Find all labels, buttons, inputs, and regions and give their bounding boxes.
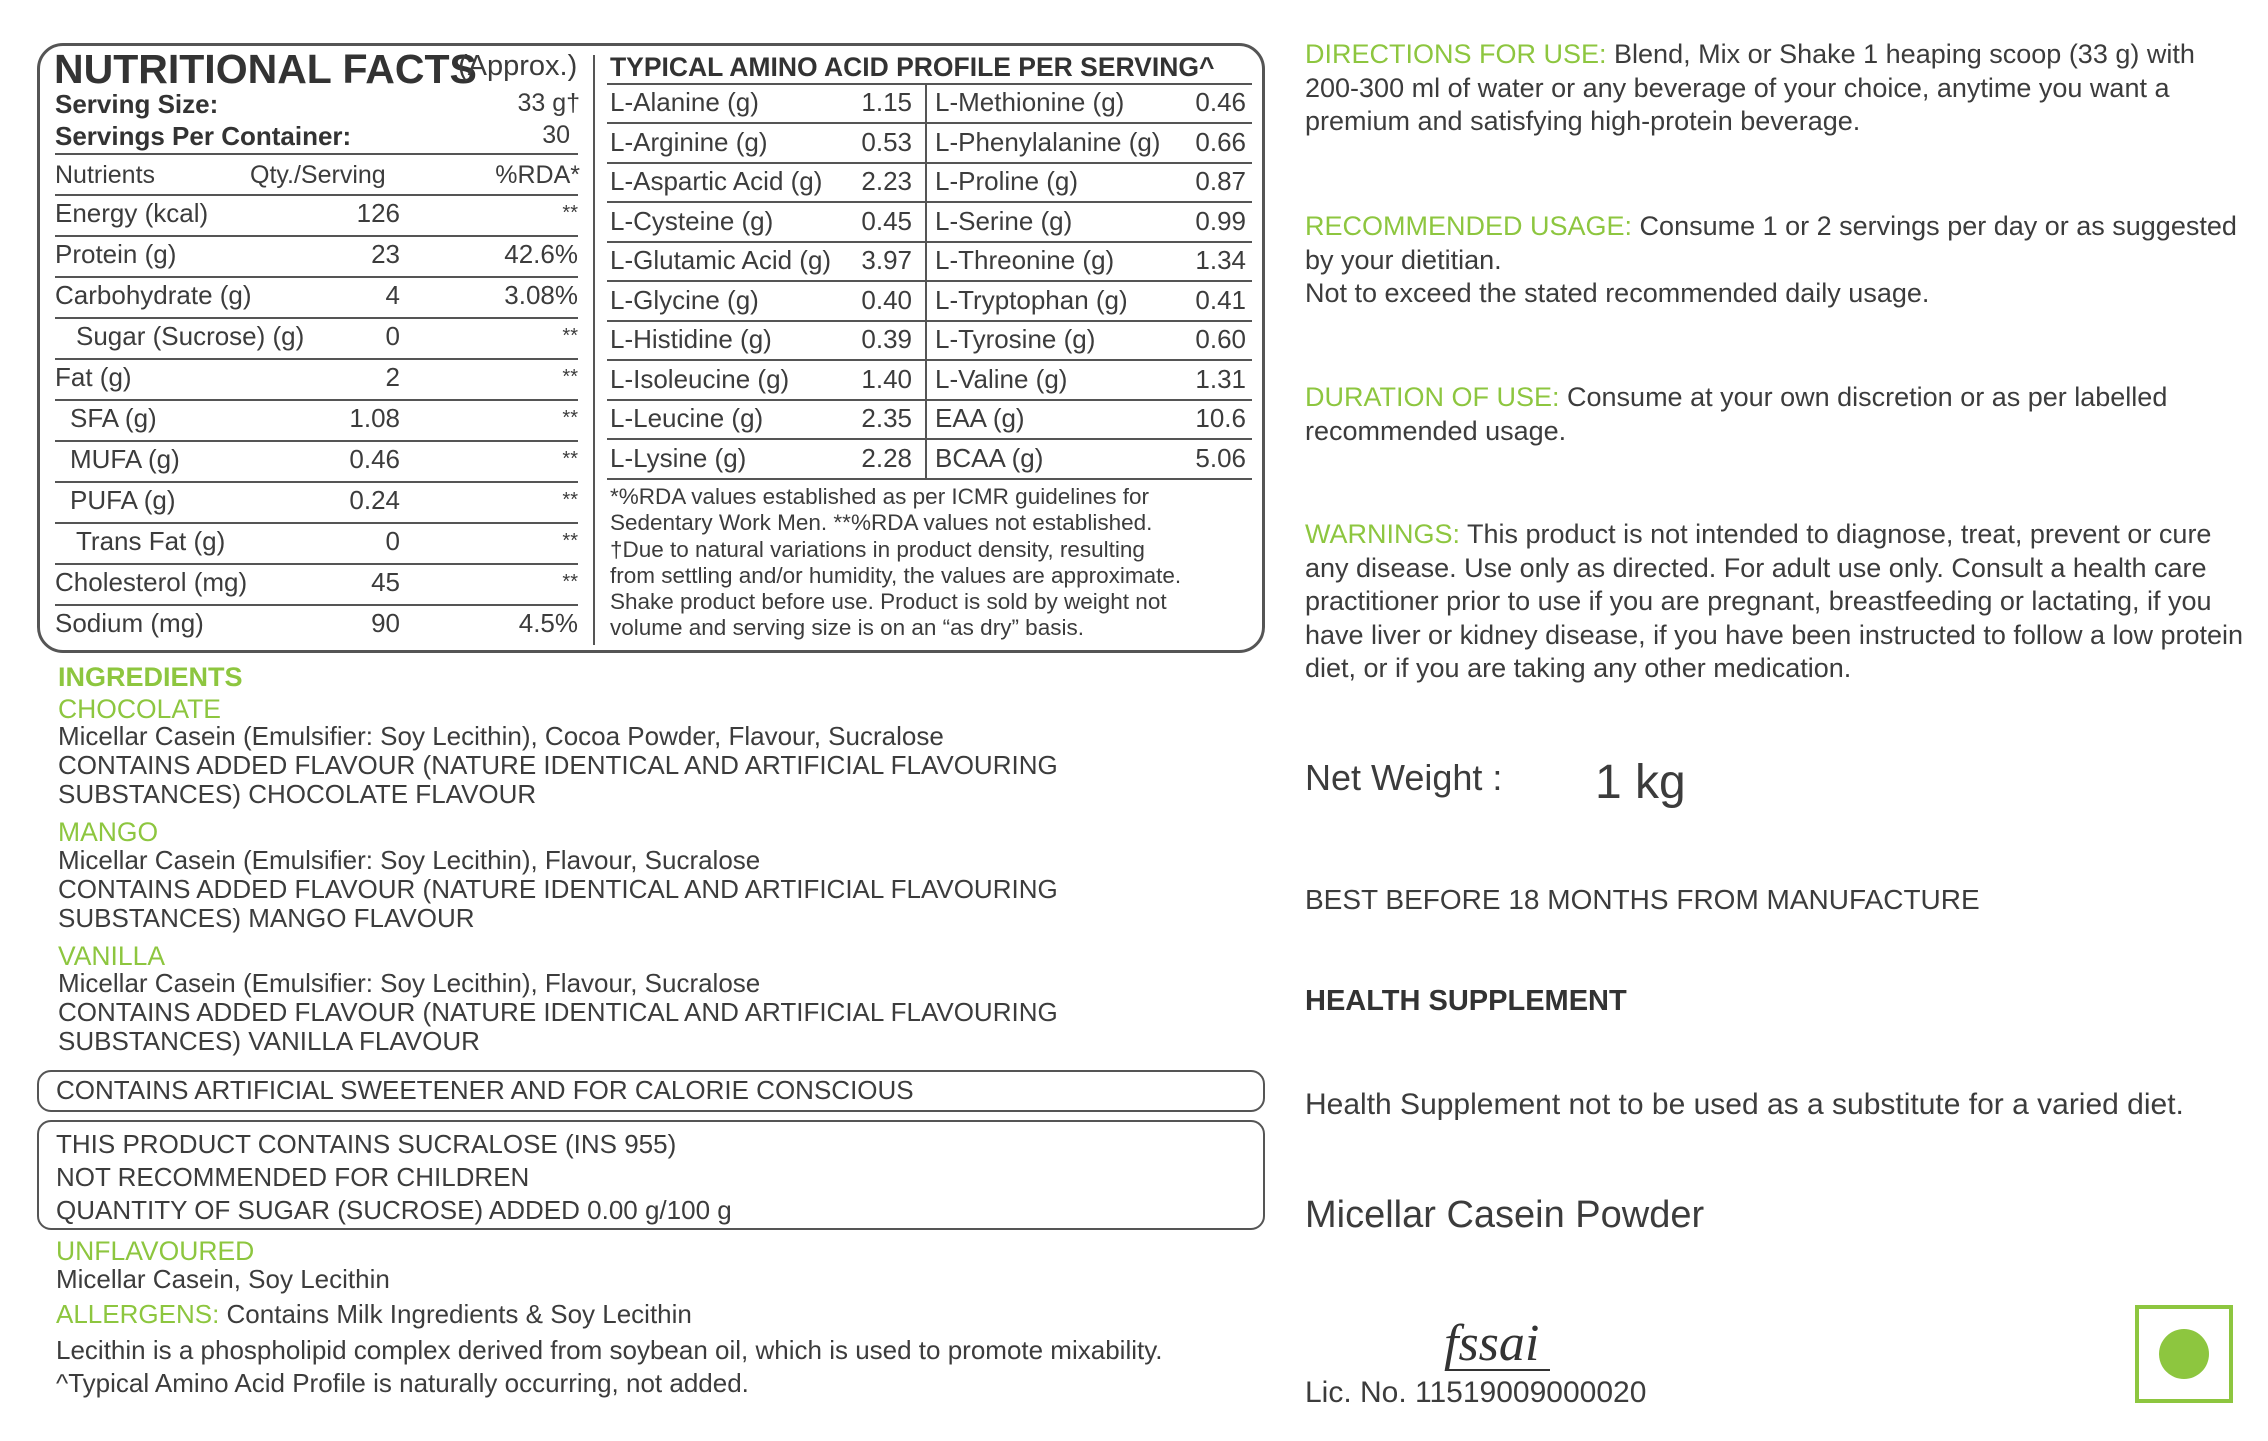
recommended-usage (1305, 210, 2255, 311)
amino-name: L-Methionine (g) (935, 87, 1125, 117)
chocolate-label: CHOCOLATE (58, 694, 221, 724)
amino-value: 10.6 (1195, 403, 1246, 433)
amino-name: L-Valine (g) (935, 363, 1068, 394)
nutrient-qty: 126 (356, 198, 400, 228)
nutrient-name: Carbohydrate (g) (55, 280, 252, 310)
amino-value: 0.53 (861, 126, 912, 157)
amino-value: 0.46 (1195, 87, 1246, 117)
fssai-wordmark: fssai (1444, 1315, 1540, 1372)
amino-value: 0.60 (1195, 324, 1246, 354)
nutrient-name: Sugar (Sucrose) (g) (76, 321, 305, 351)
nutrient-qty: 0 (385, 321, 400, 351)
amino-value: 1.40 (861, 363, 912, 394)
nutrient-name: PUFA (g) (70, 485, 176, 515)
lecithin-note: Lecithin is a phospholipid complex derived from soybean oil, which is used to promote mixability. (56, 1335, 1163, 1365)
amino-name: EAA (g) (935, 403, 1025, 433)
warnings (1305, 518, 2255, 686)
amino-value: 0.66 (1195, 126, 1246, 157)
amino-value: 5.06 (1195, 442, 1246, 473)
nutrient-name: Sodium (mg) (55, 608, 204, 638)
amino-value: 2.23 (861, 166, 912, 196)
unflavoured-label: UNFLAVOURED (56, 1236, 255, 1266)
net-weight-value: 1 kg (1595, 756, 1686, 809)
directions-text: Blend, Mix or Shake 1 heaping scoop (33 g) with 200-300 ml of water or any beverage of your choice, anytime you want a premium and satisfying high-protein beverage. (1305, 39, 2195, 136)
col-header-nutrients: Nutrients (55, 161, 156, 189)
vanilla-label: VANILLA (58, 941, 166, 971)
sweetener-notice: CONTAINS ARTIFICIAL SWEETENER AND FOR CALORIE CONSCIOUS (56, 1075, 914, 1105)
amino-value: 2.28 (861, 442, 912, 473)
amino-value: 0.40 (861, 284, 912, 315)
directions-for-use (1305, 38, 2255, 139)
nutrient-qty: 0.46 (349, 444, 400, 474)
nutrient-rda: ** (562, 530, 578, 552)
servings-per-container-value: 30 (542, 121, 570, 149)
col-header-qty: Qty./Serving (250, 161, 386, 189)
chocolate-ingredients: Micellar Casein (Emulsifier: Soy Lecithin), Cocoa Powder, Flavour, Sucralose CONTAINS ADDED FLAVOUR (NATURE IDENTICAL AND ARTIFICIAL FLAVOURING SUBSTANCES) CHOCOLATE FLAVOUR (58, 721, 1058, 809)
amino-value: 0.87 (1195, 166, 1246, 196)
amino-name: L-Tyrosine (g) (935, 324, 1096, 354)
nutrient-qty: 0.24 (349, 485, 400, 515)
fssai-logo (1440, 1314, 1558, 1380)
nutrient-rda: ** (562, 202, 578, 224)
nutrient-rda: 42.6% (504, 239, 578, 269)
amino-name: L-Phenylalanine (g) (935, 126, 1161, 157)
nutrition-title: NUTRITIONAL FACTS (54, 46, 477, 92)
amino-value: 1.15 (861, 87, 912, 117)
nutrient-name: Protein (g) (55, 239, 177, 269)
unflavoured-ingredients: Micellar Casein, Soy Lecithin (56, 1264, 390, 1294)
allergens-label: ALLERGENS: (56, 1299, 220, 1329)
duration-label: DURATION OF USE: (1305, 382, 1560, 412)
allergens-text: Contains Milk Ingredients & Soy Lecithin (219, 1299, 692, 1329)
col-header-rda: %RDA* (495, 161, 580, 189)
nutrient-qty: 90 (371, 608, 400, 638)
amino-name: L-Arginine (g) (610, 126, 768, 157)
nutrient-rda: 4.5% (518, 608, 578, 638)
nutrient-qty: 23 (371, 239, 400, 269)
amino-name: L-Proline (g) (935, 166, 1079, 196)
nutrient-name: SFA (g) (70, 403, 157, 433)
nutrient-rda: 3.08% (504, 280, 578, 310)
mango-label: MANGO (58, 817, 159, 847)
nutrient-rda: ** (562, 407, 578, 429)
amino-name: L-Tryptophan (g) (935, 284, 1128, 315)
nutrient-rda: ** (562, 489, 578, 511)
usage-text: Consume 1 or 2 servings per day or as suggested by your dietitian. (1305, 211, 2237, 275)
amino-value: 0.41 (1195, 284, 1246, 315)
ingredients-title: INGREDIENTS (58, 662, 243, 692)
health-supplement: HEALTH SUPPLEMENT (1305, 985, 1627, 1017)
serving-size-label: Serving Size: (55, 89, 219, 119)
nutrient-name: Trans Fat (g) (76, 526, 226, 556)
amino-value: 2.35 (861, 403, 912, 433)
amino-name: L-Threonine (g) (935, 245, 1115, 275)
mango-ingredients: Micellar Casein (Emulsifier: Soy Lecithin), Flavour, Sucralose CONTAINS ADDED FLAVOUR (NATURE IDENTICAL AND ARTIFICIAL FLAVOURING SUBSTANCES) MANGO FLAVOUR (58, 845, 1058, 933)
servings-per-container-label: Servings Per Container: (55, 121, 352, 151)
amino-name: L-Glycine (g) (610, 284, 759, 315)
amino-value: 1.34 (1195, 245, 1246, 275)
duration-text: Consume at your own discretion or as per labelled recommended usage. (1305, 382, 2168, 446)
nutrient-rda: ** (562, 325, 578, 347)
serving-size-value: 33 g† (517, 89, 580, 117)
usage-text-2: Not to exceed the stated recommended daily usage. (1305, 278, 1930, 308)
veg-symbol-icon (2135, 1305, 2233, 1403)
nutrient-name: MUFA (g) (70, 444, 180, 474)
sucralose-notice: THIS PRODUCT CONTAINS SUCRALOSE (INS 955) NOT RECOMMENDED FOR CHILDREN QUANTITY OF SUGAR (SUCROSE) ADDED 0.00 g/100 g (56, 1129, 732, 1225)
amino-value: 1.31 (1195, 363, 1246, 394)
amino-value: 0.39 (861, 324, 912, 354)
product-name: Micellar Casein Powder (1305, 1194, 1705, 1236)
nutrient-name: Energy (kcal) (55, 198, 209, 228)
amino-value: 0.99 (1195, 205, 1246, 236)
amino-value: 3.97 (861, 245, 912, 275)
amino-title: TYPICAL AMINO ACID PROFILE PER SERVING^ (610, 52, 1215, 82)
usage-label: RECOMMENDED USAGE: (1305, 211, 1633, 241)
nutrient-qty: 2 (385, 362, 400, 392)
amino-name: L-Glutamic Acid (g) (610, 245, 832, 275)
nutrient-qty: 45 (371, 567, 400, 597)
amino-name: L-Leucine (g) (610, 403, 764, 433)
amino-name: L-Lysine (g) (610, 442, 747, 473)
nutrient-rda: ** (562, 366, 578, 388)
amino-profile-note: ^Typical Amino Acid Profile is naturally occurring, not added. (56, 1368, 749, 1398)
license-number: Lic. No. 11519009000020 (1305, 1376, 1647, 1409)
warnings-label: WARNINGS: (1305, 519, 1460, 549)
amino-name: L-Alanine (g) (610, 87, 759, 117)
amino-name: L-Isoleucine (g) (610, 363, 790, 394)
directions-label: DIRECTIONS FOR USE: (1305, 39, 1607, 69)
nutrition-approx: (Approx.) (458, 50, 578, 82)
nutrition-footnote: *%RDA values established as per ICMR guidelines for Sedentary Work Men. **%RDA values not established. †Due to natural variations in product density, resulting from settling and/or humidity, the values are approximate. Shake product before use. Product is sold by weight not volume and serving size is on an “as dry” basis. (610, 484, 1182, 641)
warnings-text: This product is not intended to diagnose, treat, prevent or cure any disease. Use only as directed. For adult use only. Consult a health care practitioner prior to use if you are pregnant, breastfeeding or lactating, if you have liver or kidney disease, if you have been instructed to follow a low protein diet, or if you are taking any other medication. (1305, 519, 2244, 683)
nutrient-qty: 1.08 (349, 403, 400, 433)
amino-name: L-Cysteine (g) (610, 205, 774, 236)
nutrient-name: Cholesterol (mg) (55, 567, 248, 597)
nutrient-rda: ** (562, 448, 578, 470)
supplement-note: Health Supplement not to be used as a substitute for a varied diet. (1305, 1088, 2184, 1121)
nutrient-name: Fat (g) (55, 362, 132, 392)
nutrient-qty: 0 (385, 526, 400, 556)
duration-of-use (1305, 381, 2255, 448)
amino-value: 0.45 (861, 205, 912, 236)
amino-name: BCAA (g) (935, 442, 1044, 473)
amino-name: L-Serine (g) (935, 205, 1073, 236)
best-before: BEST BEFORE 18 MONTHS FROM MANUFACTURE (1305, 884, 1980, 915)
nutrient-rda: ** (562, 571, 578, 593)
amino-name: L-Histidine (g) (610, 324, 772, 354)
nutrient-qty: 4 (385, 280, 400, 310)
net-weight-label: Net Weight : (1305, 757, 1503, 798)
allergens (56, 1300, 692, 1329)
vanilla-ingredients: Micellar Casein (Emulsifier: Soy Lecithin), Flavour, Sucralose CONTAINS ADDED FLAVOUR (NATURE IDENTICAL AND ARTIFICIAL FLAVOURING SUBSTANCES) VANILLA FLAVOUR (58, 968, 1058, 1056)
amino-name: L-Aspartic Acid (g) (610, 166, 823, 196)
